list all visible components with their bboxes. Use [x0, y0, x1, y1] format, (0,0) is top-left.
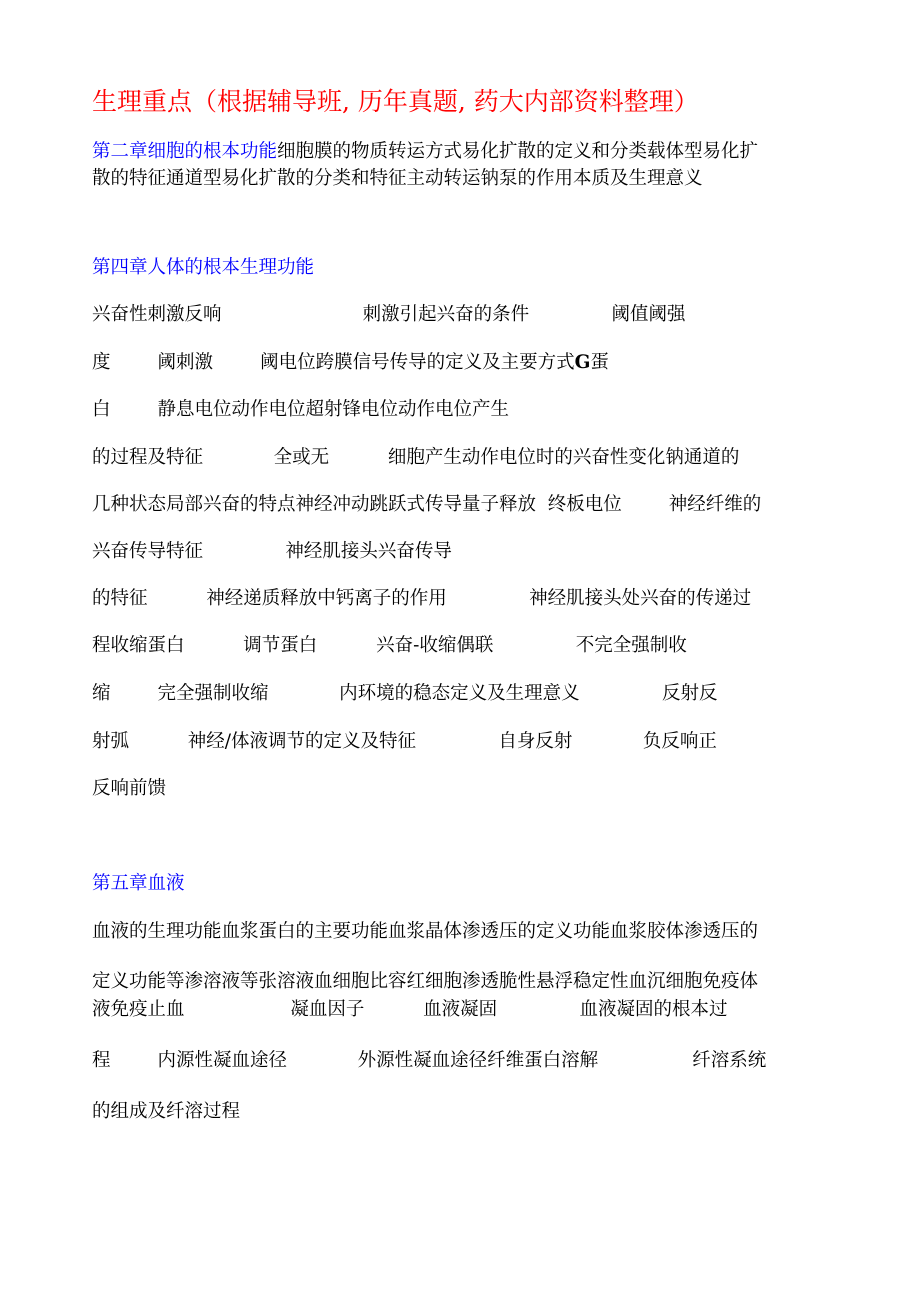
chapter5-line: 血液的生理功能血浆蛋白的主要功能血浆晶体渗透压的定义功能血浆胶体渗透压的 — [92, 921, 759, 942]
chapter2-line-2: 散的特征通道型易化扩散的分类和特征主动转运钠泵的作用本质及生理意义 — [92, 168, 703, 189]
chapter5-line: 程 内源性凝血途径 外源性凝血途径纤维蛋白溶解 纤溶系统 — [92, 1050, 767, 1071]
chapter4-line: 的过程及特征 全或无 细胞产生动作电位时的兴奋性变化钠通道的 — [92, 447, 740, 468]
chapter4-heading: 第四章人体的根本生理功能 — [92, 257, 315, 278]
chapter2-line-1 — [92, 140, 758, 164]
chapter2-text: 细胞膜的物质转运方式易化扩散的定义和分类载体型易化扩 — [277, 141, 759, 162]
page-title: 生理重点（根据辅导班, 历年真题, 药大内部资料整理） — [92, 87, 699, 116]
chapter5-heading: 第五章血液 — [92, 873, 185, 894]
chapter4-line: 缩 完全强制收缩 内环境的稳态定义及生理意义 反射反 — [92, 683, 718, 704]
chapter4-line — [92, 351, 609, 375]
chapter4-line: 射弧 神经/体液调节的定义及特征 自身反射 负反响正 — [92, 731, 717, 752]
chapter4-line: 几种状态局部兴奋的特点神经冲动跳跃式传导量子释放 终板电位 神经纤维的 — [92, 494, 762, 515]
chapter5-line: 定义功能等渗溶液等张溶液血细胞比容红细胞渗透脆性悬浮稳定性血沉细胞免疫体 — [92, 971, 759, 992]
chapter5-line: 的组成及纤溶过程 — [92, 1101, 241, 1122]
chapter4-line: 反响前馈 — [92, 778, 167, 799]
chapter4-line: 兴奋传导特征 神经肌接头兴奋传导 — [92, 541, 452, 562]
chapter4-line-text: 度 阈刺激 阈电位跨膜信号传导的定义及主要方式 — [92, 352, 575, 373]
g-protein-letter: G — [574, 352, 591, 373]
chapter4-line: 兴奋性刺激反响 刺激引起兴奋的条件 阈值阈强 — [92, 304, 686, 325]
chapter4-line: 白 静息电位动作电位超射锋电位动作电位产生 — [92, 399, 510, 420]
chapter2-heading: 第二章细胞的根本功能 — [92, 141, 278, 162]
chapter4-line: 程收缩蛋白 调节蛋白 兴奋-收缩偶联 不完全强制收 — [92, 635, 687, 656]
chapter5-line: 液免疫止血 凝血因子 血液凝固 血液凝固的根本过 — [92, 999, 728, 1020]
chapter4-line: 的特征 神经递质释放中钙离子的作用 神经肌接头处兴奋的传递过 — [92, 588, 752, 609]
chapter4-line-tail: 蛋 — [590, 352, 609, 373]
